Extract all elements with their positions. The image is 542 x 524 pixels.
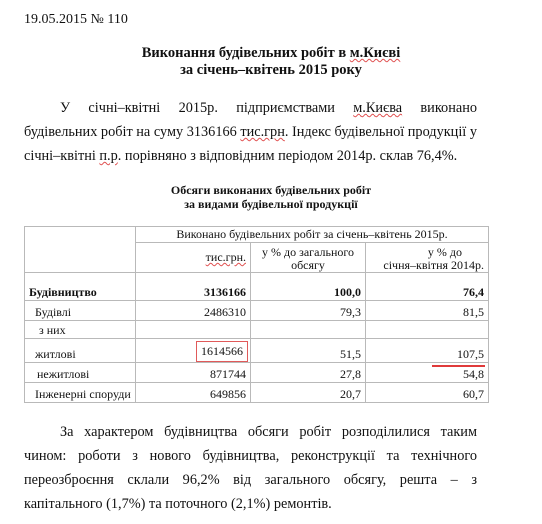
table-row [25, 273, 489, 301]
highlight-box: 1614566 [196, 341, 248, 362]
row-share [251, 321, 366, 339]
header-share-line2: обсягу [291, 258, 325, 272]
row-label: Будівництво [25, 273, 136, 301]
row-index: 107,5 [366, 339, 489, 363]
summary-paragraph: За характером будівництва обсяги робіт розподілилися таким чином: роботи з нового будівництва, реконструкції та технічного переозброєння склали 96,2% від загального обсягу, решта – з капітального (1,7%) та поточного (2,1%) ремонтів. [24, 424, 477, 512]
row-label: нежитлові [25, 363, 136, 383]
header-index-line2: січня–квітня 2014р. [383, 258, 485, 272]
row-share: 27,8 [251, 363, 366, 383]
p1-city: м.Києва [353, 100, 403, 116]
row-value: 2486310 [136, 301, 251, 321]
row-index: 81,5 [366, 301, 489, 321]
table-row [25, 363, 489, 383]
header-index [366, 243, 489, 273]
row-index: 60,7 [366, 383, 489, 403]
header-share-line1: у % до загального [261, 245, 355, 259]
p1-unit: тис.грн [240, 124, 285, 140]
header-group: Виконано будівельних робіт за січень–квітень 2015р. [136, 227, 489, 243]
row-label: житлові [25, 339, 136, 363]
header-index-line1: у % до [427, 245, 463, 259]
p1-abbr: п.р [99, 148, 118, 164]
row-label: з них [25, 321, 136, 339]
header-value-text: тис.грн. [205, 250, 246, 264]
header-share [251, 243, 366, 273]
row-index [366, 321, 489, 339]
table-row [25, 321, 489, 339]
table-row [25, 301, 489, 321]
date-number: 19.05.2015 № 110 [24, 12, 128, 27]
row-value [136, 321, 251, 339]
row-value: 649856 [136, 383, 251, 403]
header-empty-cell [25, 227, 136, 273]
row-share: 20,7 [251, 383, 366, 403]
table-row [25, 339, 489, 363]
table-caption-line-1: Обсяги виконаних будівельних робіт [170, 183, 372, 197]
p1-part: . Індекс будівельної продукції у січні–квітні [24, 124, 477, 164]
table-row [25, 383, 489, 403]
red-underline-mark [432, 365, 485, 367]
row-label: Інженерні споруди [25, 383, 136, 403]
row-share: 51,5 [251, 339, 366, 363]
header-value [136, 243, 251, 273]
p1-part: У січні–квітні 2015р. підприємствами [60, 100, 354, 116]
title-city: м.Києві [349, 45, 401, 61]
row-share: 100,0 [251, 273, 366, 301]
row-value-cell [136, 339, 251, 363]
row-index: 54,8 [366, 363, 489, 383]
title-line-2: за січень–квітень 2015 року [180, 62, 362, 78]
row-value: 3136166 [136, 273, 251, 301]
row-value: 871744 [136, 363, 251, 383]
table-header-row [25, 227, 489, 243]
row-share: 79,3 [251, 301, 366, 321]
title-line-1 [0, 45, 542, 62]
intro-paragraph [24, 96, 477, 168]
p1-part: . порівняно з відповідним періодом 2014р. склав 76,4%. [117, 148, 458, 164]
row-index: 76,4 [366, 273, 489, 301]
p1-part: виконано будівельних робіт на суму 3136166 [24, 100, 477, 140]
row-label: Будівлі [25, 301, 136, 321]
table-caption-line-2: за видами будівельної продукції [184, 197, 358, 211]
construction-table [24, 226, 489, 403]
title-text: Виконання будівельних робіт в [141, 45, 350, 61]
